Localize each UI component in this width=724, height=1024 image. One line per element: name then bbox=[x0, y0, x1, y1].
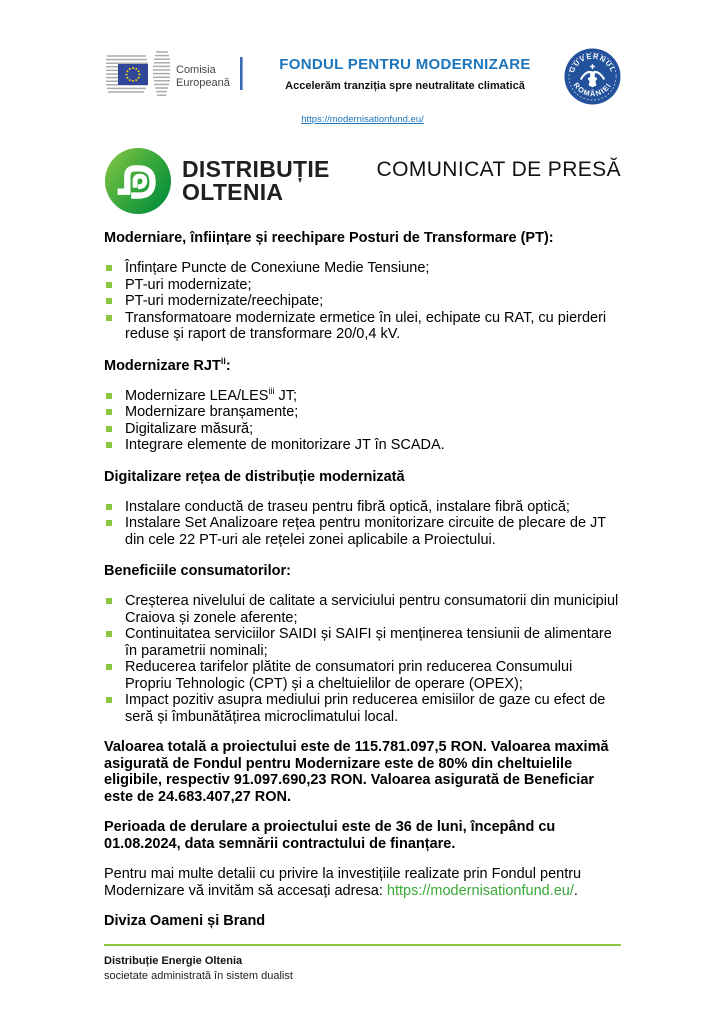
bullet-list bbox=[104, 260, 621, 343]
list-item-text: Continuitatea serviciilor SAIDI și SAIFI și menținerea tensiunii de alimentare în parametrii nominali; bbox=[125, 626, 612, 659]
paragraph-details-text: . bbox=[573, 882, 578, 899]
eu-flag-icon bbox=[104, 48, 246, 100]
list-item bbox=[104, 310, 621, 343]
list-item bbox=[104, 659, 621, 692]
paragraph-details bbox=[104, 866, 621, 899]
bullet-square-icon bbox=[106, 664, 112, 670]
list-item bbox=[104, 385, 621, 405]
list-item bbox=[104, 515, 621, 548]
list-item-text: Înfințare Puncte de Conexiune Medie Tensiune; bbox=[125, 260, 430, 276]
bullet-square-icon bbox=[106, 442, 112, 448]
bullet-square-icon bbox=[106, 426, 112, 432]
bullet-square-icon bbox=[106, 631, 112, 637]
seal-bottom-text: ROMÂNIEI bbox=[571, 80, 614, 99]
list-item bbox=[104, 404, 621, 421]
list-item-text: PT-uri modernizate; bbox=[125, 276, 252, 293]
list-item bbox=[104, 626, 621, 659]
romanian-government-seal-icon bbox=[564, 48, 621, 105]
list-item bbox=[104, 277, 621, 294]
bullet-square-icon bbox=[106, 504, 112, 510]
eu-logo-text-line2: Europeană bbox=[176, 77, 230, 89]
bullet-square-icon bbox=[106, 298, 112, 304]
paragraph-details-text: Pentru mai multe detalii cu privire la investițiile realizate prin Fondul pentru Modernizare vă invităm să accesați adresa: bbox=[104, 866, 582, 899]
paragraph-project-value: Valoarea totală a proiectului este de 115.781.097,5 RON. Valoarea maximă asigurată de Fondul pentru Modernizare este de 80% din cheltuielile eligibile, respectiv 91.097.690,23 RON. Valoarea asigurată de Beneficiar este de 24.683.407,27 RON. bbox=[104, 739, 609, 805]
bullet-square-icon bbox=[106, 598, 112, 604]
modernisation-fund-link[interactable]: https://modernisationfund.eu/ bbox=[386, 882, 574, 899]
bullet-list bbox=[104, 593, 621, 725]
footer bbox=[104, 944, 621, 982]
section-heading: Digitalizare rețea de distribuție modernizată bbox=[104, 468, 405, 485]
european-commission-logo bbox=[104, 48, 246, 100]
section-heading: Moderniare, înființare și reechipare Posturi de Transformare (PT): bbox=[104, 230, 554, 246]
brand-wordmark-line1: DISTRIBUȚIE bbox=[182, 156, 330, 182]
list-item bbox=[104, 692, 621, 725]
footer-company: Distribuție Energie Oltenia bbox=[104, 955, 243, 967]
seal-top-text: GUVERNUL bbox=[566, 51, 619, 74]
bullet-square-icon bbox=[106, 265, 112, 271]
brand-row bbox=[104, 147, 621, 215]
list-item bbox=[104, 421, 621, 438]
fund-link[interactable]: https://modernisationfund.eu/ bbox=[301, 114, 424, 125]
list-item bbox=[104, 293, 621, 310]
list-item-text: Digitalizare măsură; bbox=[125, 420, 254, 437]
brand-wordmark-line2: OLTENIA bbox=[182, 179, 284, 205]
paragraph-period: Perioada de derulare a proiectului este de 36 de luni, începând cu 01.08.2024, data semnării contractului de finanțare. bbox=[104, 819, 556, 852]
bullet-square-icon bbox=[106, 697, 112, 703]
distributie-oltenia-logo-icon bbox=[104, 147, 172, 215]
bullet-square-icon bbox=[106, 282, 112, 288]
list-item-text: PT-uri modernizate/reechipate; bbox=[125, 293, 324, 309]
list-item-text: Instalare conductă de traseu pentru fibră optică, instalare fibră optică; bbox=[125, 498, 570, 515]
list-item bbox=[104, 260, 621, 277]
heading-text: Modernizare RJT bbox=[104, 357, 221, 374]
bullet-list bbox=[104, 499, 621, 549]
footer-divider bbox=[104, 944, 621, 946]
list-item-text: Modernizare branșamente; bbox=[125, 404, 299, 420]
section-heading: Beneficiile consumatorilor: bbox=[104, 563, 291, 579]
list-item bbox=[104, 593, 621, 626]
eu-logo-divider bbox=[240, 57, 243, 90]
list-item-text: Integrare elemente de monitorizare JT în SCADA. bbox=[125, 437, 445, 453]
section-heading bbox=[104, 355, 621, 374]
bullet-square-icon bbox=[106, 393, 112, 399]
section-posturi-transformare bbox=[104, 230, 621, 343]
fund-subtitle: Accelerăm tranziția spre neutralitate climatică bbox=[285, 80, 525, 92]
list-item-text: Reducerea tarifelor plătite de consumatori prin reducerea Consumului Propriu Tehnologic (CPT) și a cheltuielilor de operare (OPEX); bbox=[125, 659, 573, 692]
bullet-square-icon bbox=[106, 409, 112, 415]
fund-header bbox=[246, 48, 564, 92]
list-item-text: Instalare Set Analizoare rețea pentru monitorizare circuite de plecare de JT din cele 22 PT-uri ale rețelei zonei aplicabile a Proiectului. bbox=[125, 515, 606, 548]
list-item-text: Transformatoare modernizate ermetice în ulei, echipate cu RAT, cu pierderi reduse și raport de transformare 20/0,4 kV. bbox=[125, 309, 607, 342]
press-title: COMUNICAT DE PRESĂ bbox=[376, 158, 621, 181]
header bbox=[104, 48, 621, 105]
heading-text: : bbox=[225, 357, 231, 374]
bullet-square-icon bbox=[106, 315, 112, 321]
footer-note: societate administrată în sistem dualist bbox=[104, 970, 293, 982]
list-item bbox=[104, 499, 621, 516]
eu-logo-text-line1: Comisia bbox=[176, 64, 216, 76]
fund-title: FONDUL PENTRU MODERNIZARE bbox=[279, 56, 531, 73]
section-digitalizare-retea bbox=[104, 469, 621, 549]
list-item bbox=[104, 437, 621, 454]
section-modernizare-rjt bbox=[104, 355, 621, 454]
footnote-marker: iii bbox=[268, 385, 275, 396]
footnote-marker: ii bbox=[220, 355, 226, 366]
bullet-square-icon bbox=[106, 520, 112, 526]
list-item-text: Impact pozitiv asupra mediului prin reducerea emisiilor de gaze cu efect de seră și îmbunătățirea microclimatului local. bbox=[125, 692, 606, 725]
section-beneficii bbox=[104, 563, 621, 725]
signature-line: Diviza Oameni și Brand bbox=[104, 913, 266, 929]
brand-wordmark bbox=[182, 147, 330, 204]
list-item-text: Modernizare LEA/LES$^{iii}$ JT; bbox=[125, 385, 298, 404]
bullet-list bbox=[104, 385, 621, 454]
list-item-text: Creșterea nivelului de calitate a serviciului pentru consumatorii din municipiul Craiova și zonele aferente; bbox=[125, 593, 619, 626]
header-link-row bbox=[104, 114, 621, 125]
